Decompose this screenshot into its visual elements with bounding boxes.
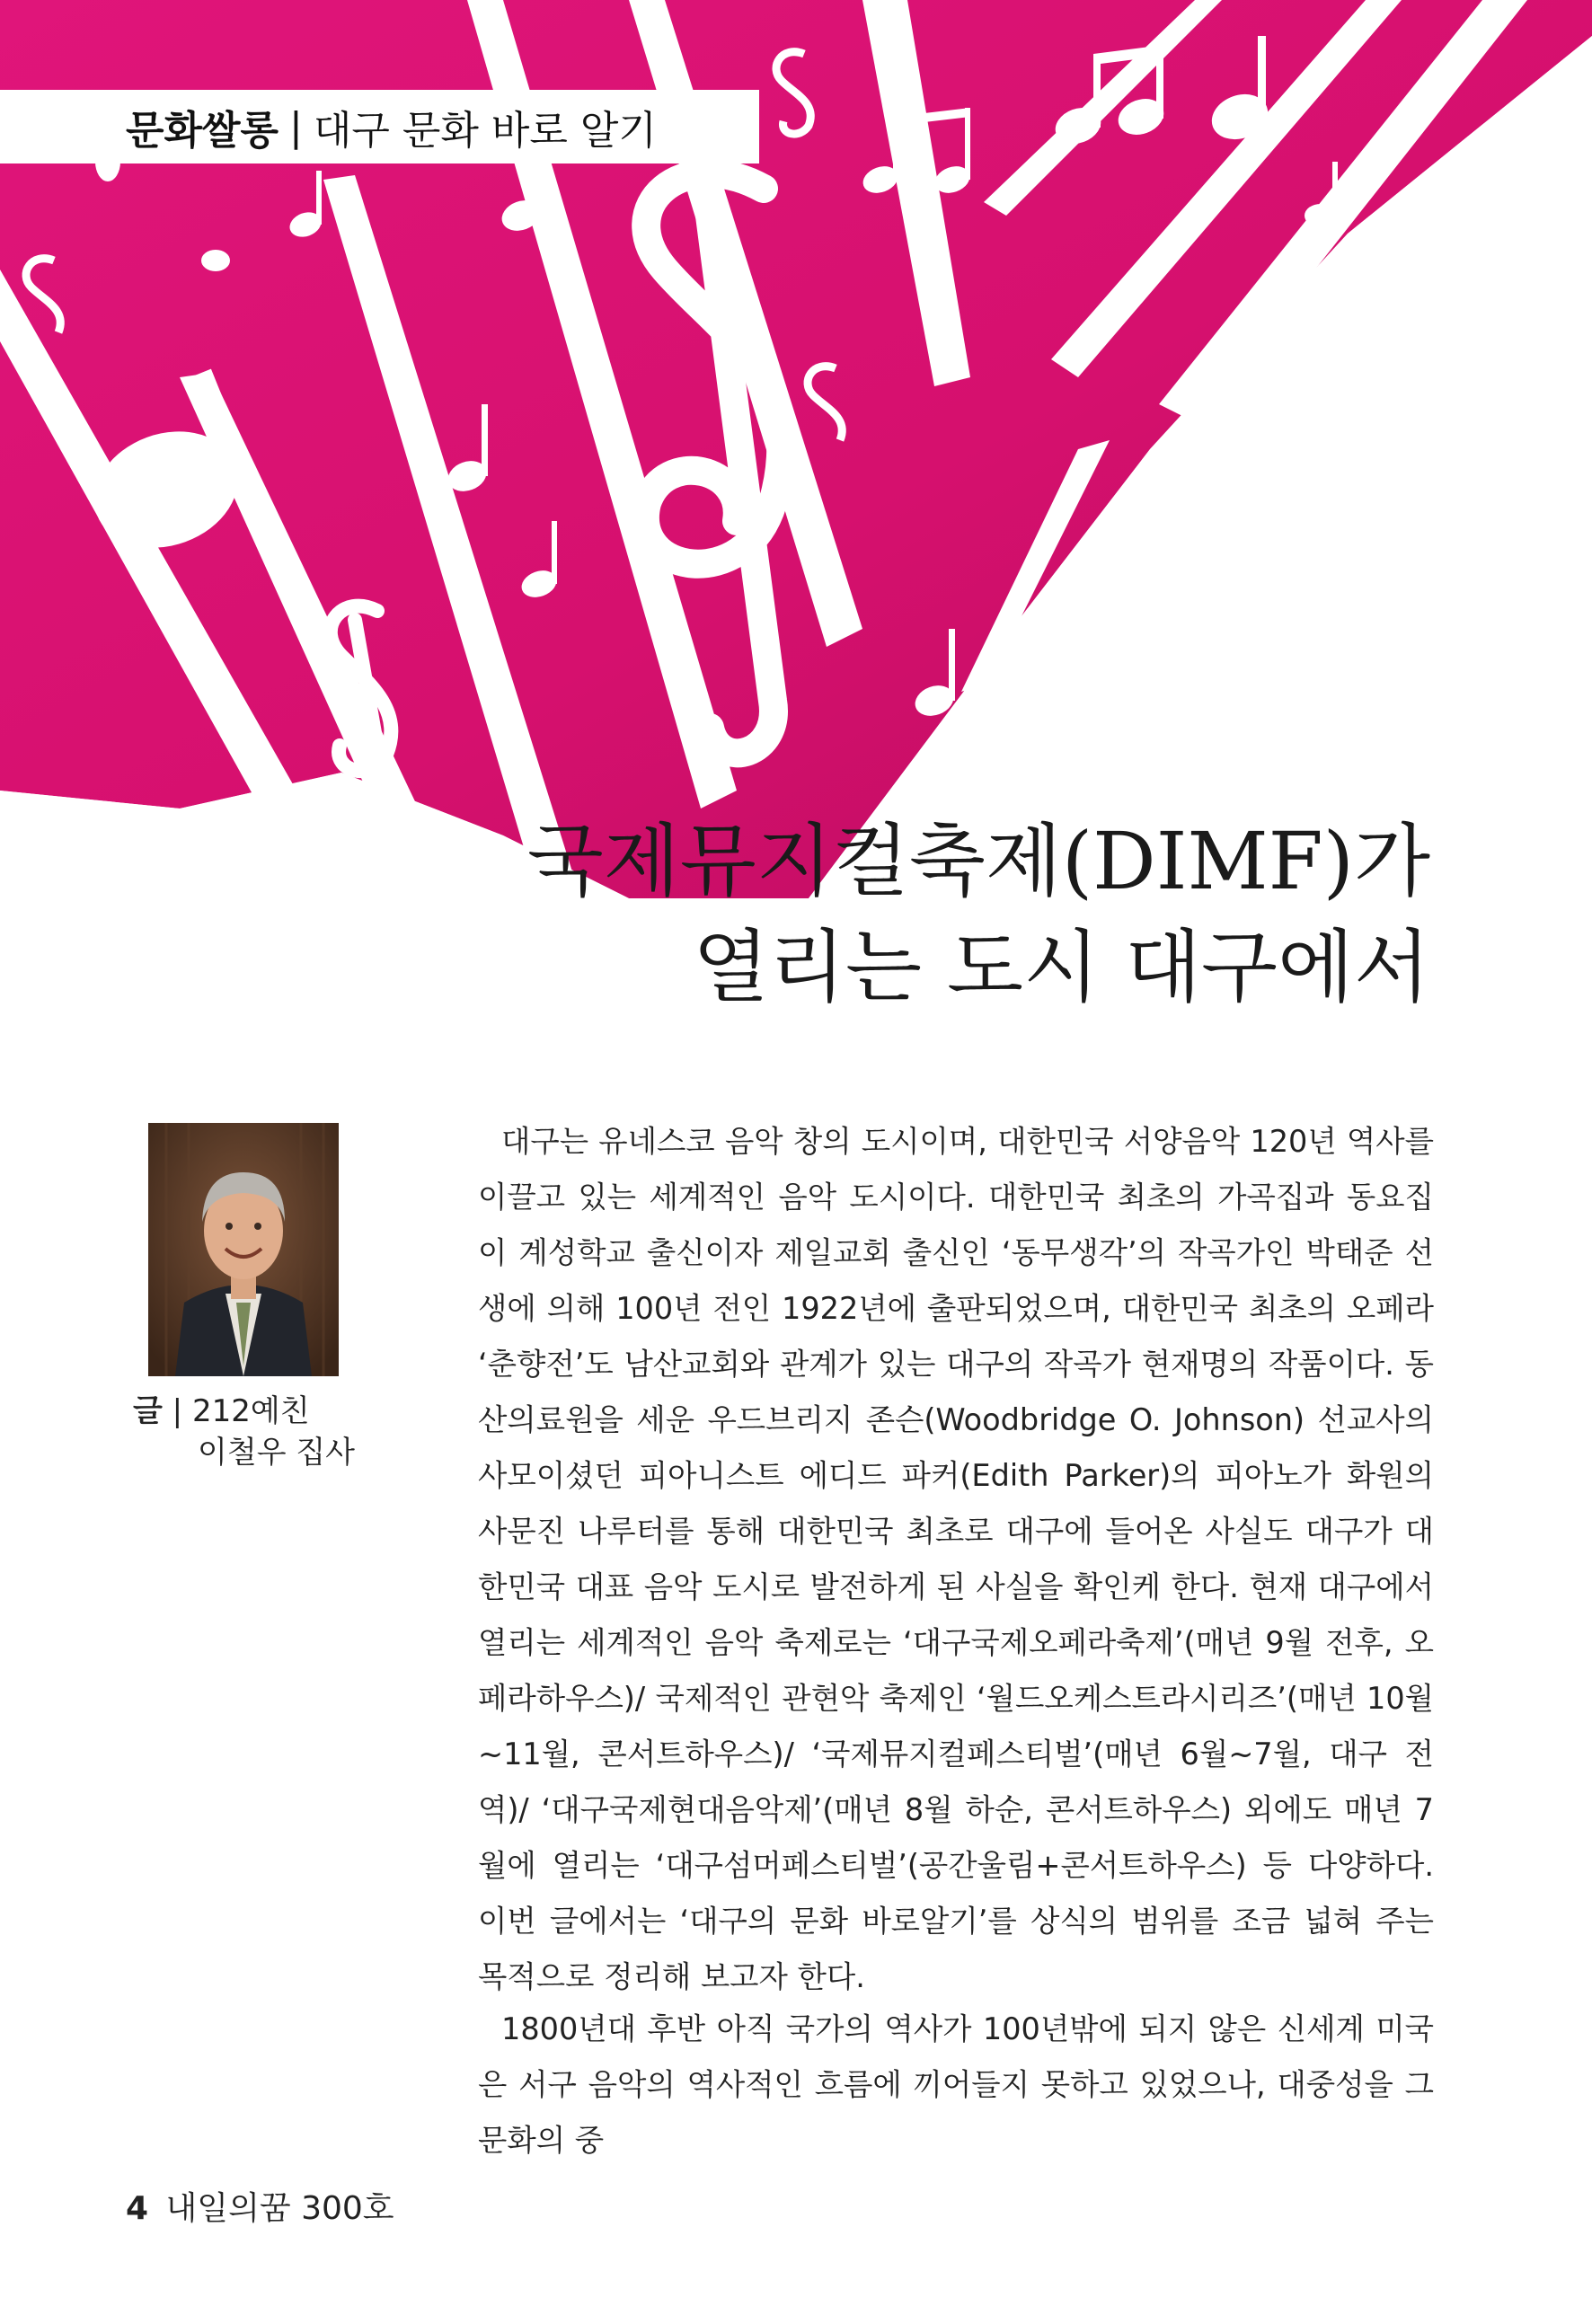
title-line-2: 열리는 도시 대구에서 — [692, 921, 1430, 1013]
body-paragraph-2: 1800년대 후반 아직 국가의 역사가 100년밖에 되지 않은 신세계 미국은 서구 음악의 역사적인 흐름에 끼어들지 못하고 있었으나, 대중성을 그 문화의 중 — [478, 2011, 1434, 2158]
page-number: 4 — [126, 2190, 149, 2227]
author-label: 글 — [133, 1393, 163, 1429]
magazine-issue: 내일의꿈 300호 — [165, 2190, 394, 2227]
author-name: 이철우 집사 — [198, 1435, 356, 1471]
section-category: 문화쌀롱 — [126, 108, 279, 154]
page-footer — [126, 2183, 394, 2229]
title-line-1: 국제뮤지컬축제(DIMF)가 — [526, 815, 1430, 907]
author-photo — [148, 1123, 339, 1376]
section-separator: | — [289, 103, 303, 150]
section-subtitle: 대구 문화 바로 알기 — [313, 108, 657, 154]
body-paragraph-1: 대구는 유네스코 음악 창의 도시이며, 대한민국 서양음악 120년 역사를 이끌고 있는 세계적인 음악 도시이다. 대한민국 최초의 가곡집과 동요집이 계성학교 출신이자 제일교회 출신인 ‘동무생각’의 작곡가인 박태준 선생에 의해 100년 전인 1922년에 출판되었으며, 대한민국 최초의 오페라 ‘춘향전’도 남산교회와 관계가 있는 대구의 작곡가 현재명의 작품이다. 동산의료원을 세운 우드브리지 존슨(Woodbridge O. Johnson) 선교사의 사모이셨던 피아니스트 에디드 파커(Edith Parker)의 피아노가 화원의 사문진 나루터를 통해 대한민국 최초로 대구에 들어온 사실도 대구가 대한민국 대표 음악 도시로 발전하게 된 사실을 확인케 한다. 현재 대구에서 열리는 세계적인 음악 축제로는 ‘대구국제오페라축제’(매년 9월 전후, 오페라하우스)/ 국제적인 관현악 축제인 ‘월드오케스트라시리즈’(매년 10월~11월, 콘서트하우스)/ ‘국제뮤지컬페스티벌’(매년 6월~7월, 대구 전역)/ ‘대구국제현대음악제’(매년 8월 하순, 콘서트하우스) 외에도 매년 7월에 열리는 ‘대구섬머페스티벌’(공간울림+콘서트하우스) 등 다양하다. 이번 글에서는 ‘대구의 문화 바로알기’를 상식의 범위를 조금 넓혀 주는 목적으로 정리해 보고자 한다. — [478, 1124, 1434, 1994]
article-title — [527, 809, 1430, 1021]
author-separator: | — [172, 1393, 183, 1429]
author-group: 212예친 — [191, 1393, 310, 1429]
author-credit — [133, 1391, 355, 1473]
section-header — [0, 90, 759, 163]
